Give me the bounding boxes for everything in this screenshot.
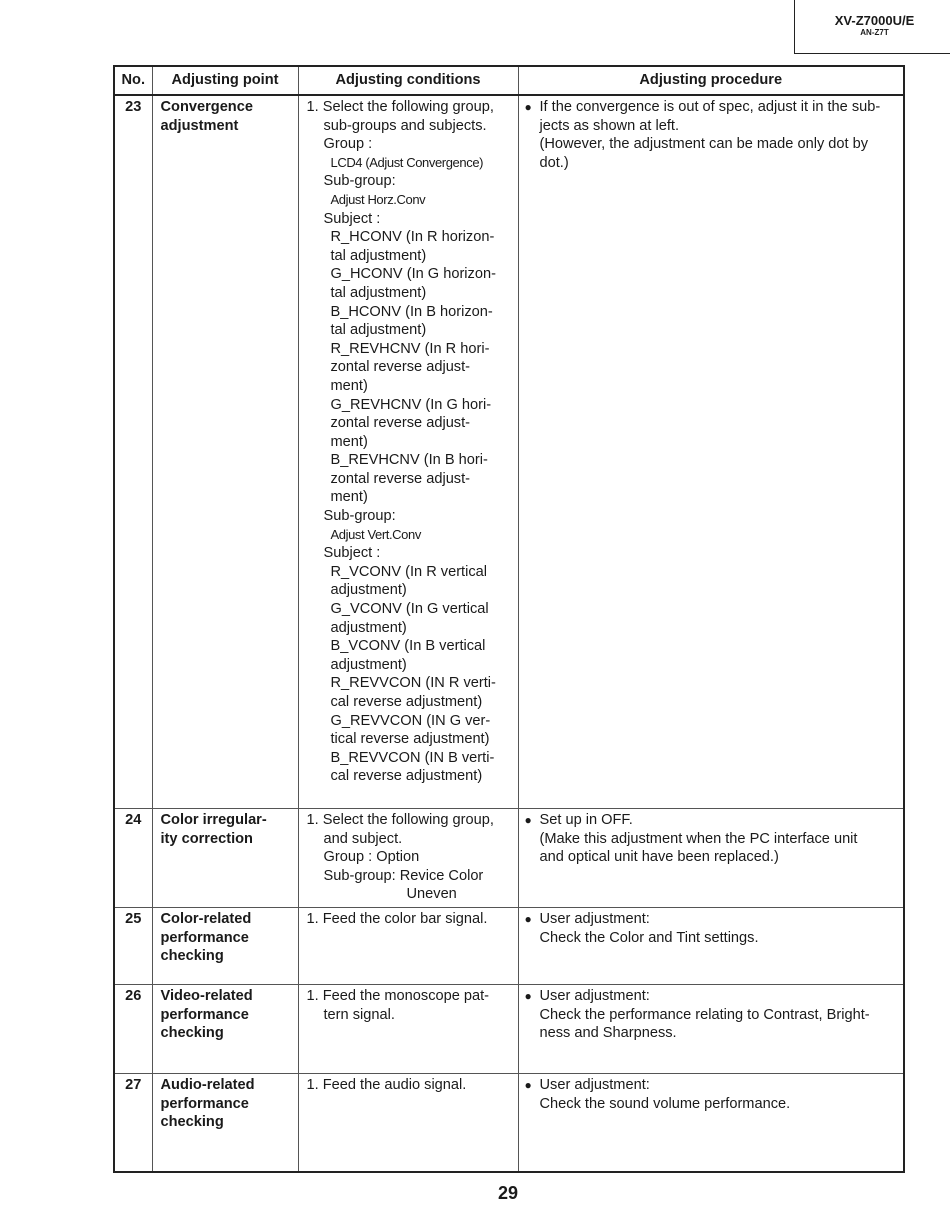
- condition-line: ment): [330, 489, 368, 506]
- condition-line: adjustment): [330, 656, 407, 673]
- adjusting-procedure: [518, 908, 904, 985]
- condition-line: LCD4 (Adjust Convergence): [330, 154, 484, 170]
- condition-line: sub-groups and subjects.: [323, 117, 487, 134]
- row-number: 23: [114, 95, 152, 809]
- procedure-line: Check the performance relating to Contrast, Bright-: [539, 1006, 870, 1023]
- procedure-line: ness and Sharpness.: [539, 1025, 677, 1042]
- submodel-number: AN-Z7T: [860, 28, 889, 37]
- model-header-box: [794, 0, 950, 54]
- point-line: checking: [160, 1114, 224, 1131]
- condition-line: G_REVHCNV (In G hori-: [330, 396, 492, 413]
- procedure-item: [525, 98, 898, 172]
- condition-line: tern signal.: [323, 1006, 395, 1023]
- column-header-procedure: Adjusting procedure: [518, 66, 904, 95]
- adjusting-procedure: [518, 1074, 904, 1173]
- condition-line: Subject :: [323, 545, 381, 562]
- bullet-icon: ●: [524, 989, 532, 1003]
- bullet-icon: ●: [524, 813, 532, 827]
- condition-line: B_REVVCON (IN B verti-: [330, 749, 495, 766]
- point-line: Audio-related: [160, 1077, 255, 1093]
- procedure-line: jects as shown at left.: [539, 117, 680, 134]
- point-line: checking: [160, 1025, 224, 1042]
- point-line: adjustment: [160, 117, 239, 134]
- condition-line: zontal reverse adjust-: [330, 470, 471, 487]
- condition-line: tical reverse adjustment): [330, 731, 490, 748]
- row-number: 24: [114, 809, 152, 908]
- bullet-icon: ●: [524, 100, 532, 114]
- point-line: Video-related: [160, 988, 253, 1004]
- point-line: Convergence: [160, 99, 253, 115]
- procedure-item: [525, 1076, 898, 1113]
- adjusting-conditions: [298, 908, 518, 985]
- condition-line: adjustment): [330, 582, 407, 599]
- procedure-item: [525, 910, 898, 947]
- condition-line: zontal reverse adjust-: [330, 415, 471, 432]
- procedure-line: dot.): [539, 154, 569, 171]
- adjusting-point: [152, 908, 298, 985]
- condition-line: ment): [330, 433, 368, 450]
- procedure-line: (Make this adjustment when the PC interface unit: [539, 830, 858, 847]
- condition-line: cal reverse adjustment): [330, 694, 483, 710]
- condition-line: Sub-group:: [323, 508, 396, 525]
- point-line: checking: [160, 948, 224, 965]
- procedure-item: [525, 987, 898, 1043]
- row-number: 26: [114, 985, 152, 1074]
- point-line: ity correction: [160, 830, 253, 847]
- row-number: 27: [114, 1074, 152, 1173]
- point-line: Color-related: [160, 911, 252, 927]
- adjusting-conditions: [298, 809, 518, 908]
- condition-line: cal reverse adjustment): [330, 768, 483, 785]
- condition-line: R_REVVCON (IN R verti-: [330, 675, 496, 692]
- table-row: [114, 1074, 904, 1173]
- table-row: [114, 809, 904, 908]
- procedure-line: User adjustment:: [539, 988, 650, 1004]
- condition-line: R_VCONV (In R vertical: [330, 563, 488, 580]
- page-number: 29: [497, 1183, 519, 1203]
- condition-line: G_VCONV (In G vertical: [330, 601, 489, 618]
- adjusting-procedure: [518, 809, 904, 908]
- bullet-icon: ●: [524, 912, 532, 926]
- condition-line: B_HCONV (In B horizon-: [330, 303, 493, 320]
- column-header-point: Adjusting point: [152, 66, 298, 95]
- table-row: [114, 985, 904, 1074]
- adjusting-conditions: [298, 95, 518, 809]
- procedure-line: Set up in OFF.: [539, 812, 633, 828]
- procedure-line: Check the sound volume performance.: [539, 1095, 791, 1112]
- adjusting-point: [152, 1074, 298, 1173]
- table-header-row: [114, 66, 904, 95]
- column-header-no: No.: [114, 66, 152, 95]
- condition-line: G_REVVCON (IN G ver-: [330, 712, 491, 729]
- procedure-line: and optical unit have been replaced.): [539, 849, 779, 866]
- adjustment-table: [113, 65, 905, 1173]
- condition-line: Sub-group: Revice Color: [323, 867, 484, 884]
- condition-line: Adjust Horz.Conv: [330, 191, 426, 207]
- condition-line: G_HCONV (In G horizon-: [330, 266, 496, 283]
- condition-line: 1. Feed the color bar signal.: [306, 911, 488, 927]
- condition-line: ment): [330, 377, 368, 394]
- adjusting-procedure: [518, 985, 904, 1074]
- procedure-line: If the convergence is out of spec, adjust it in the sub-: [539, 99, 881, 115]
- point-line: performance: [160, 1095, 249, 1112]
- column-header-conditions: Adjusting conditions: [298, 66, 518, 95]
- condition-line: R_REVHCNV (In R hori-: [330, 340, 490, 357]
- condition-line: Adjust Vert.Conv: [330, 526, 421, 542]
- procedure-line: User adjustment:: [539, 1077, 650, 1093]
- condition-line: Subject :: [323, 210, 381, 227]
- procedure-line: (However, the adjustment can be made only dot by: [539, 136, 869, 153]
- table-row: [114, 95, 904, 809]
- condition-line: R_HCONV (In R horizon-: [330, 229, 495, 246]
- condition-line: 1. Select the following group,: [306, 812, 494, 828]
- condition-line: 1. Feed the audio signal.: [306, 1077, 467, 1093]
- adjusting-procedure: [518, 95, 904, 809]
- adjusting-point: [152, 809, 298, 908]
- point-line: performance: [160, 1006, 249, 1023]
- adjusting-point: [152, 985, 298, 1074]
- procedure-line: Check the Color and Tint settings.: [539, 929, 759, 946]
- condition-line: B_REVHCNV (In B hori-: [330, 452, 488, 469]
- condition-line: 1. Select the following group,: [306, 99, 494, 115]
- adjusting-point: [152, 95, 298, 809]
- condition-line: zontal reverse adjust-: [330, 359, 471, 376]
- bullet-icon: ●: [524, 1078, 532, 1092]
- row-number: 25: [114, 908, 152, 985]
- procedure-line: User adjustment:: [539, 911, 650, 927]
- condition-line: adjustment): [330, 619, 407, 636]
- condition-line: Group : Option: [323, 849, 420, 866]
- condition-line: and subject.: [323, 830, 403, 847]
- condition-line: Sub-group:: [323, 173, 396, 190]
- point-line: Color irregular-: [160, 812, 267, 828]
- condition-line: B_VCONV (In B vertical: [330, 638, 486, 655]
- adjusting-conditions: [298, 985, 518, 1074]
- condition-line: Uneven: [406, 886, 457, 903]
- table-row: [114, 908, 904, 985]
- condition-line: tal adjustment): [330, 247, 427, 264]
- adjusting-conditions: [298, 1074, 518, 1173]
- model-number: XV-Z7000U/E: [834, 13, 915, 28]
- condition-line: Group :: [323, 136, 373, 153]
- condition-line: 1. Feed the monoscope pat-: [306, 988, 490, 1004]
- procedure-item: [525, 811, 898, 867]
- point-line: performance: [160, 929, 249, 946]
- condition-line: tal adjustment): [330, 322, 427, 339]
- condition-line: tal adjustment): [330, 284, 427, 301]
